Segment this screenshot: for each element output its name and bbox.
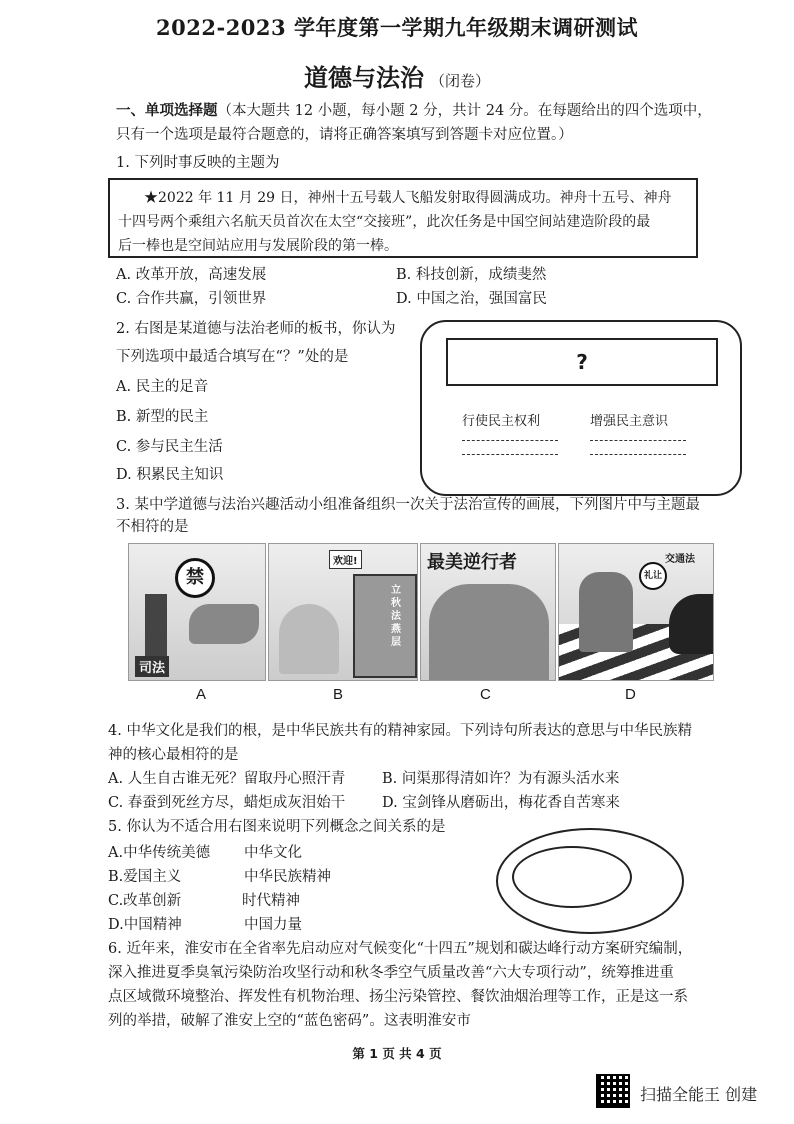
q5-option-b-left: B.爱国主义 xyxy=(108,869,182,885)
pic-b-building-text: 立秋法燕层 xyxy=(391,585,401,648)
pic-d-car xyxy=(669,594,714,654)
picture-d-label: D xyxy=(625,686,636,703)
q1-news-box xyxy=(108,178,698,258)
scanner-watermark: 扫描全能王 创建 xyxy=(640,1085,758,1104)
q5-option-a-right: 中华文化 xyxy=(244,845,302,861)
page-number: 第 1 页 共 4 页 xyxy=(352,1046,442,1061)
board-blank-left-1 xyxy=(462,440,558,441)
picture-b xyxy=(268,543,418,681)
q3-stem-line1: 3. 某中学道德与法治兴趣活动小组准备组织一次关于法治宣传的画展，下列图片中与主题最 xyxy=(116,497,700,513)
q4-option-b: B. 问渠那得清如许？为有源头活水来 xyxy=(382,771,620,787)
q6-line: 列的举措，破解了淮安上空的“蓝色密码”。这表明淮安市 xyxy=(108,1013,471,1029)
q6-line: 点区域微环境整治、挥发性有机物治理、扬尘污染管控、餐饮油烟治理等工作，正是这一系 xyxy=(108,989,688,1005)
q1-option-d: D. 中国之治，强国富民 xyxy=(396,291,547,307)
pic-a-pedestal-text: 司法 xyxy=(135,656,169,677)
pic-c-title: 最美逆行者 xyxy=(427,552,517,573)
q5-option-d-right: 中国力量 xyxy=(244,917,302,933)
q5-option-b-right: 中华民族精神 xyxy=(244,869,331,885)
picture-d xyxy=(558,543,714,681)
q5-option-d-left: D.中国精神 xyxy=(108,917,182,933)
subject-title xyxy=(0,58,794,93)
exam-title: 2022-2023 学年度第一学期九年级期末调研测试 xyxy=(156,15,638,40)
section-heading: 一、单项选择题 xyxy=(116,102,218,119)
q1-box-line: ★2022 年 11 月 29 日，神州十五号载人飞船发射取得圆满成功。神舟十五号、神舟 xyxy=(144,190,672,206)
subject-name: 道德与法治 xyxy=(303,63,424,92)
picture-a xyxy=(128,543,266,681)
pic-a-ban-sign: 禁 xyxy=(175,558,215,598)
q1-option-c: C. 合作共赢，引领世界 xyxy=(116,291,267,307)
pic-b-building xyxy=(353,574,417,678)
board-blank-right-1 xyxy=(590,440,686,441)
pic-b-welcome-sign: 欢迎! xyxy=(329,550,362,569)
pic-d-pedestrians xyxy=(579,572,633,652)
q5-stem: 5. 你认为不适合用右图来说明下列概念之间关系的是 xyxy=(108,819,446,835)
q2-stem-line2: 下列选项中最适合填写在“？”处的是 xyxy=(116,349,349,365)
q4-stem-line2: 神的核心最相符的是 xyxy=(108,747,239,763)
board-label-left: 行使民主权利 xyxy=(462,414,541,429)
section-intro-text: （本大题共 12 小题，每小题 2 分，共计 24 分。在每题给出的四个选项中， xyxy=(217,103,712,119)
pic-d-traffic-law: 交通法 xyxy=(665,554,695,565)
pic-a-statue xyxy=(145,594,167,656)
q2-option-b: B. 新型的民主 xyxy=(116,409,209,425)
q1-box-line: 后一棒也是空间站应用与发展阶段的第一棒。 xyxy=(118,238,398,254)
q5-option-c-right: 时代精神 xyxy=(242,893,300,909)
picture-c xyxy=(420,543,556,681)
blackboard-question-box: ? xyxy=(446,338,718,386)
q1-option-a: A. 改革开放，高速发展 xyxy=(116,267,267,283)
q4-option-a: A. 人生自古谁无死？留取丹心照汗青 xyxy=(108,771,346,787)
picture-c-label: C xyxy=(480,686,491,703)
q5-option-c-left: C.改革创新 xyxy=(108,893,182,909)
q2-option-a: A. 民主的足音 xyxy=(116,379,209,395)
q3-stem-line2: 不相符的是 xyxy=(116,519,189,535)
q4-option-d: D. 宝剑锋从磨砺出，梅花香自苦寒来 xyxy=(382,795,620,811)
pic-a-hand xyxy=(189,604,259,644)
subject-note: （闭卷） xyxy=(429,72,490,90)
qr-code-icon xyxy=(596,1074,630,1108)
q1-stem: 1. 下列时事反映的主题为 xyxy=(116,155,280,171)
q5-option-a-left: A.中华传统美德 xyxy=(108,845,211,861)
q1-box-line: 十四号两个乘组六名航天员首次在太空“交接班”，此次任务是中国空间站建造阶段的最 xyxy=(118,214,651,230)
q6-line: 6. 近年来，淮安市在全省率先启动应对气候变化“十四五”规划和碳达峰行动方案研究编制， xyxy=(108,941,693,957)
section-intro xyxy=(116,100,712,122)
picture-b-label: B xyxy=(333,686,344,703)
board-label-right: 增强民主意识 xyxy=(590,414,669,429)
picture-a-label: A xyxy=(196,686,207,703)
pic-c-medical-workers xyxy=(429,584,549,680)
q4-option-c: C. 春蚕到死丝方尽，蜡炬成灰泪始干 xyxy=(108,795,346,811)
q6-line: 深入推进夏季臭氧污染防治攻坚行动和秋冬季空气质量改善“六大专项行动”，统筹推进重 xyxy=(108,965,674,981)
venn-inner-ellipse xyxy=(512,846,632,908)
pic-d-yield-sign: 礼让 xyxy=(639,562,667,590)
section-intro-line2: 只有一个选项是最符合题意的，请将正确答案填写到答题卡对应位置。） xyxy=(116,127,573,143)
board-blank-right-2 xyxy=(590,454,686,455)
q2-option-d: D. 积累民主知识 xyxy=(116,467,224,483)
q4-stem-line1: 4. 中华文化是我们的根，是中华民族共有的精神家园。下列诗句所表达的意思与中华民族精 xyxy=(108,723,692,739)
pic-b-people xyxy=(279,604,339,674)
q1-option-b: B. 科技创新，成绩斐然 xyxy=(396,267,547,283)
board-blank-left-2 xyxy=(462,454,558,455)
q2-stem-line1: 2. 右图是某道德与法治老师的板书，你认为 xyxy=(116,321,396,337)
q2-option-c: C. 参与民主生活 xyxy=(116,439,223,455)
